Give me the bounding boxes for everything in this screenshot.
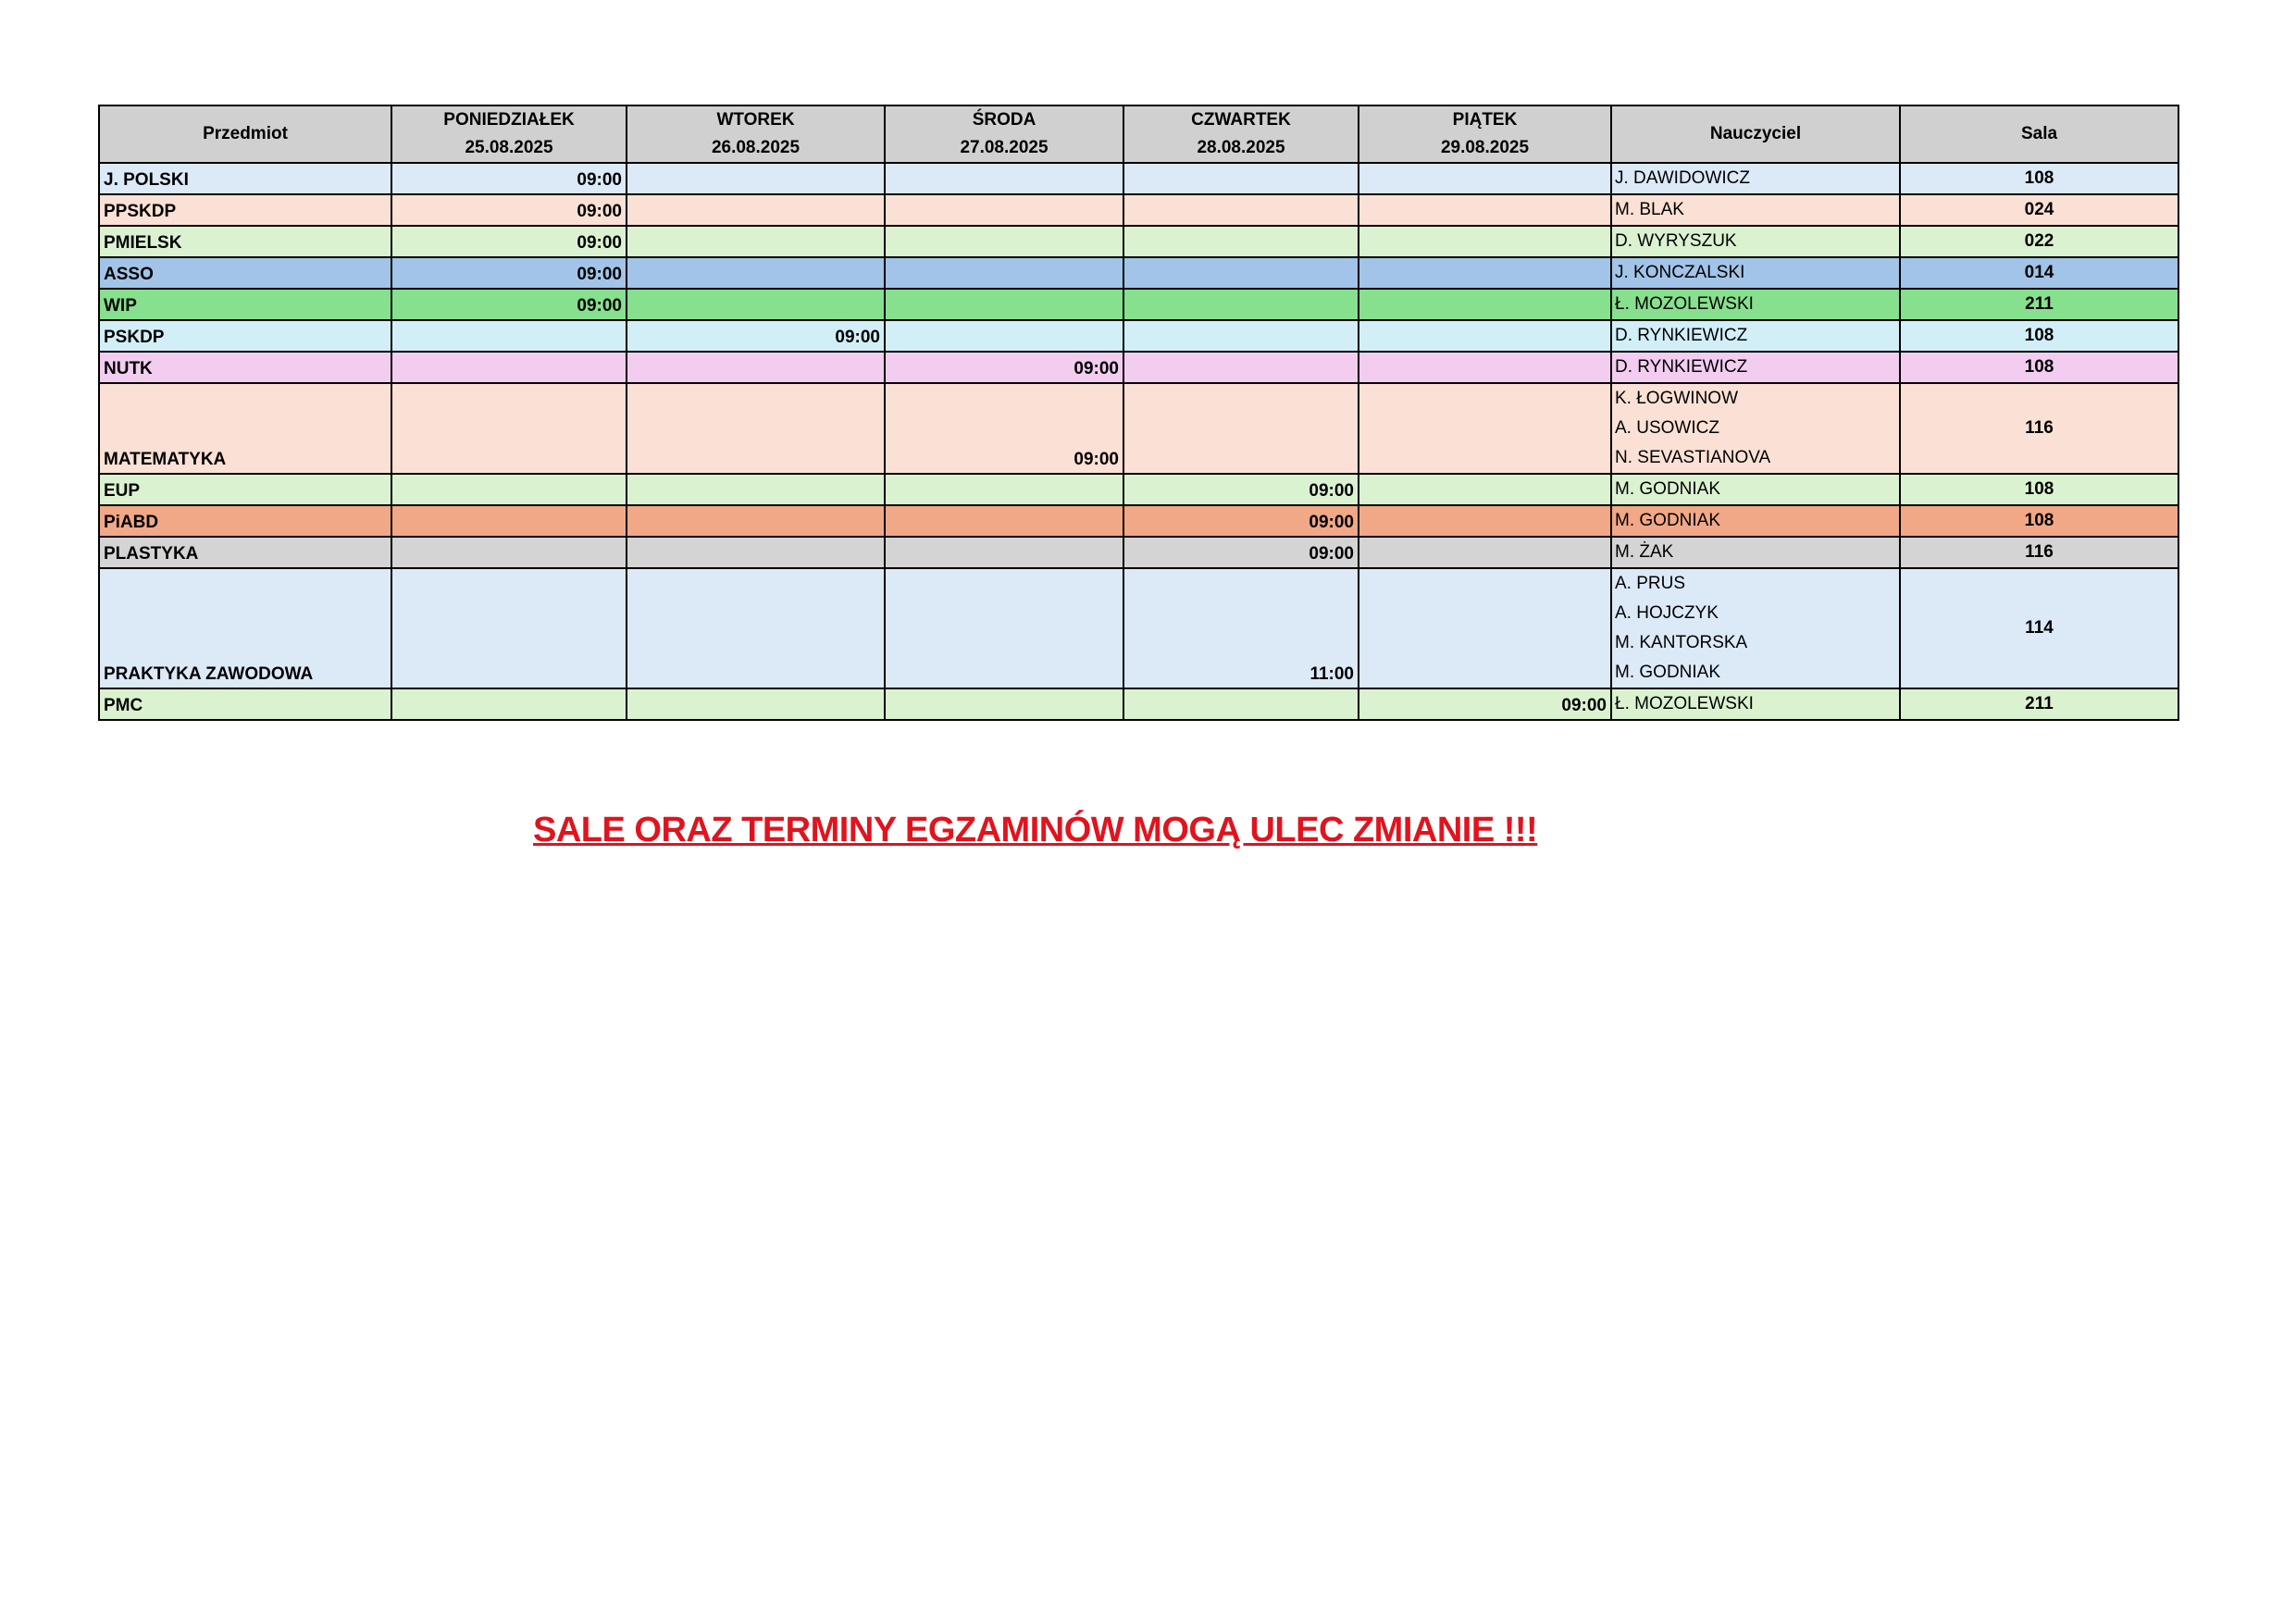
table-row — [99, 474, 2178, 505]
time-cell — [391, 505, 627, 537]
time-cell — [627, 568, 885, 688]
teacher-cell — [1611, 568, 1900, 688]
time-cell — [391, 474, 627, 505]
time-cell — [1123, 163, 1359, 194]
teacher-name: M. GODNIAK — [1615, 663, 1721, 682]
exam-schedule-table — [98, 105, 2179, 721]
room-cell: 014 — [1900, 257, 2178, 289]
time-cell — [885, 505, 1123, 537]
time-cell: 09:00 — [1123, 474, 1359, 505]
header-subject: Przedmiot — [99, 105, 391, 163]
header-day-name: PIĄTEK — [1452, 110, 1518, 130]
time-cell — [1359, 352, 1611, 383]
time-cell — [885, 257, 1123, 289]
time-cell — [885, 320, 1123, 352]
time-cell — [627, 226, 885, 257]
time-cell — [627, 194, 885, 226]
table-row — [99, 226, 2178, 257]
time-cell — [627, 352, 885, 383]
header-day-date: 27.08.2025 — [960, 138, 1049, 157]
table-row — [99, 383, 2178, 474]
time-cell: 09:00 — [885, 352, 1123, 383]
header-teacher: Nauczyciel — [1611, 105, 1900, 163]
time-cell — [1123, 688, 1359, 720]
header-day-name: ŚRODA — [972, 110, 1036, 130]
teacher-cell — [1611, 688, 1900, 720]
header-row — [99, 105, 2178, 163]
subject-cell: PMC — [99, 688, 391, 720]
teacher-name: K. ŁOGWINOW — [1615, 389, 1738, 408]
teacher-cell — [1611, 505, 1900, 537]
teacher-name: A. USOWICZ — [1615, 418, 1719, 438]
time-cell — [885, 474, 1123, 505]
subject-cell: J. POLSKI — [99, 163, 391, 194]
subject-cell: PPSKDP — [99, 194, 391, 226]
header-room: Sala — [1900, 105, 2178, 163]
time-cell: 09:00 — [391, 194, 627, 226]
time-cell — [1123, 289, 1359, 320]
table-row — [99, 163, 2178, 194]
header-day-wednesday — [885, 105, 1123, 163]
table-row — [99, 257, 2178, 289]
header-day-thursday — [1123, 105, 1359, 163]
time-cell — [885, 226, 1123, 257]
teacher-cell — [1611, 289, 1900, 320]
time-cell — [885, 568, 1123, 688]
teacher-name: Ł. MOZOLEWSKI — [1615, 294, 1754, 314]
time-cell — [391, 568, 627, 688]
time-cell — [1359, 537, 1611, 568]
table-row — [99, 505, 2178, 537]
teacher-name: M. KANTORSKA — [1615, 633, 1748, 652]
time-cell — [1359, 289, 1611, 320]
header-day-date: 26.08.2025 — [711, 138, 800, 157]
time-cell — [627, 163, 885, 194]
header-day-date: 29.08.2025 — [1440, 138, 1530, 157]
time-cell: 11:00 — [1123, 568, 1359, 688]
time-cell — [885, 537, 1123, 568]
time-cell: 09:00 — [1359, 688, 1611, 720]
header-day-date: 28.08.2025 — [1197, 138, 1285, 157]
teacher-cell — [1611, 163, 1900, 194]
teacher-name: D. RYNKIEWICZ — [1615, 326, 1748, 345]
time-cell — [1123, 383, 1359, 474]
time-cell — [391, 383, 627, 474]
teacher-name: D. RYNKIEWICZ — [1615, 357, 1748, 377]
table-row — [99, 194, 2178, 226]
table-row — [99, 352, 2178, 383]
teacher-cell — [1611, 226, 1900, 257]
teacher-cell — [1611, 352, 1900, 383]
subject-cell: NUTK — [99, 352, 391, 383]
header-day-date: 25.08.2025 — [465, 138, 553, 157]
time-cell — [627, 383, 885, 474]
room-cell: 024 — [1900, 194, 2178, 226]
time-cell — [1359, 226, 1611, 257]
time-cell: 09:00 — [627, 320, 885, 352]
time-cell — [1359, 474, 1611, 505]
teacher-name: A. PRUS — [1615, 574, 1686, 593]
time-cell — [1123, 257, 1359, 289]
room-cell: 108 — [1900, 163, 2178, 194]
time-cell — [391, 688, 627, 720]
change-notice: SALE ORAZ TERMINY EGZAMINÓW MOGĄ ULEC ZMIANIE !!! — [533, 811, 1538, 849]
time-cell — [885, 163, 1123, 194]
time-cell — [627, 289, 885, 320]
time-cell — [885, 194, 1123, 226]
table-row — [99, 320, 2178, 352]
subject-cell: EUP — [99, 474, 391, 505]
table-row — [99, 568, 2178, 688]
teacher-name: Ł. MOZOLEWSKI — [1615, 694, 1754, 713]
header-day-name: WTOREK — [716, 110, 795, 130]
header-day-friday — [1359, 105, 1611, 163]
subject-cell: PRAKTYKA ZAWODOWA — [99, 568, 391, 688]
time-cell — [885, 688, 1123, 720]
room-cell: 108 — [1900, 505, 2178, 537]
header-day-monday — [391, 105, 627, 163]
time-cell: 09:00 — [885, 383, 1123, 474]
header-day-tuesday — [627, 105, 885, 163]
subject-cell: PMIELSK — [99, 226, 391, 257]
teacher-name: J. DAWIDOWICZ — [1615, 168, 1750, 188]
room-cell: 116 — [1900, 537, 2178, 568]
subject-cell: MATEMATYKA — [99, 383, 391, 474]
time-cell — [391, 352, 627, 383]
time-cell — [1123, 320, 1359, 352]
subject-cell: PiABD — [99, 505, 391, 537]
subject-cell: ASSO — [99, 257, 391, 289]
teacher-cell — [1611, 257, 1900, 289]
table-row — [99, 537, 2178, 568]
table-row — [99, 688, 2178, 720]
header-day-name: PONIEDZIAŁEK — [443, 110, 575, 130]
teacher-cell — [1611, 537, 1900, 568]
time-cell: 09:00 — [391, 226, 627, 257]
room-cell: 211 — [1900, 688, 2178, 720]
time-cell: 09:00 — [1123, 505, 1359, 537]
header-day-name: CZWARTEK — [1191, 110, 1291, 130]
room-cell: 116 — [1900, 383, 2178, 474]
time-cell — [1359, 257, 1611, 289]
time-cell — [627, 505, 885, 537]
subject-cell: PLASTYKA — [99, 537, 391, 568]
teacher-name: A. HOJCZYK — [1615, 603, 1719, 623]
time-cell — [627, 688, 885, 720]
teacher-cell — [1611, 383, 1900, 474]
teacher-name: M. ŻAK — [1615, 542, 1674, 562]
teacher-cell — [1611, 194, 1900, 226]
time-cell — [885, 289, 1123, 320]
time-cell — [391, 320, 627, 352]
teacher-name: M. GODNIAK — [1615, 479, 1721, 499]
time-cell — [391, 537, 627, 568]
teacher-name: N. SEVASTIANOVA — [1615, 448, 1771, 467]
time-cell — [1359, 568, 1611, 688]
teacher-cell — [1611, 320, 1900, 352]
subject-cell: WIP — [99, 289, 391, 320]
time-cell — [627, 537, 885, 568]
table-row — [99, 289, 2178, 320]
time-cell: 09:00 — [391, 163, 627, 194]
time-cell — [1123, 352, 1359, 383]
teacher-name: D. WYRYSZUK — [1615, 231, 1737, 251]
time-cell: 09:00 — [391, 257, 627, 289]
time-cell — [1359, 383, 1611, 474]
time-cell: 09:00 — [391, 289, 627, 320]
time-cell — [1359, 194, 1611, 226]
time-cell — [1123, 194, 1359, 226]
room-cell: 114 — [1900, 568, 2178, 688]
subject-cell: PSKDP — [99, 320, 391, 352]
room-cell: 108 — [1900, 320, 2178, 352]
time-cell — [1359, 320, 1611, 352]
room-cell: 108 — [1900, 474, 2178, 505]
teacher-cell — [1611, 474, 1900, 505]
time-cell — [1359, 505, 1611, 537]
time-cell: 09:00 — [1123, 537, 1359, 568]
teacher-name: M. BLAK — [1615, 200, 1684, 219]
time-cell — [1123, 226, 1359, 257]
room-cell: 211 — [1900, 289, 2178, 320]
room-cell: 108 — [1900, 352, 2178, 383]
time-cell — [627, 474, 885, 505]
room-cell: 022 — [1900, 226, 2178, 257]
teacher-name: J. KONCZALSKI — [1615, 263, 1745, 282]
time-cell — [1359, 163, 1611, 194]
schedule-body — [99, 163, 2178, 720]
teacher-name: M. GODNIAK — [1615, 511, 1721, 530]
time-cell — [627, 257, 885, 289]
